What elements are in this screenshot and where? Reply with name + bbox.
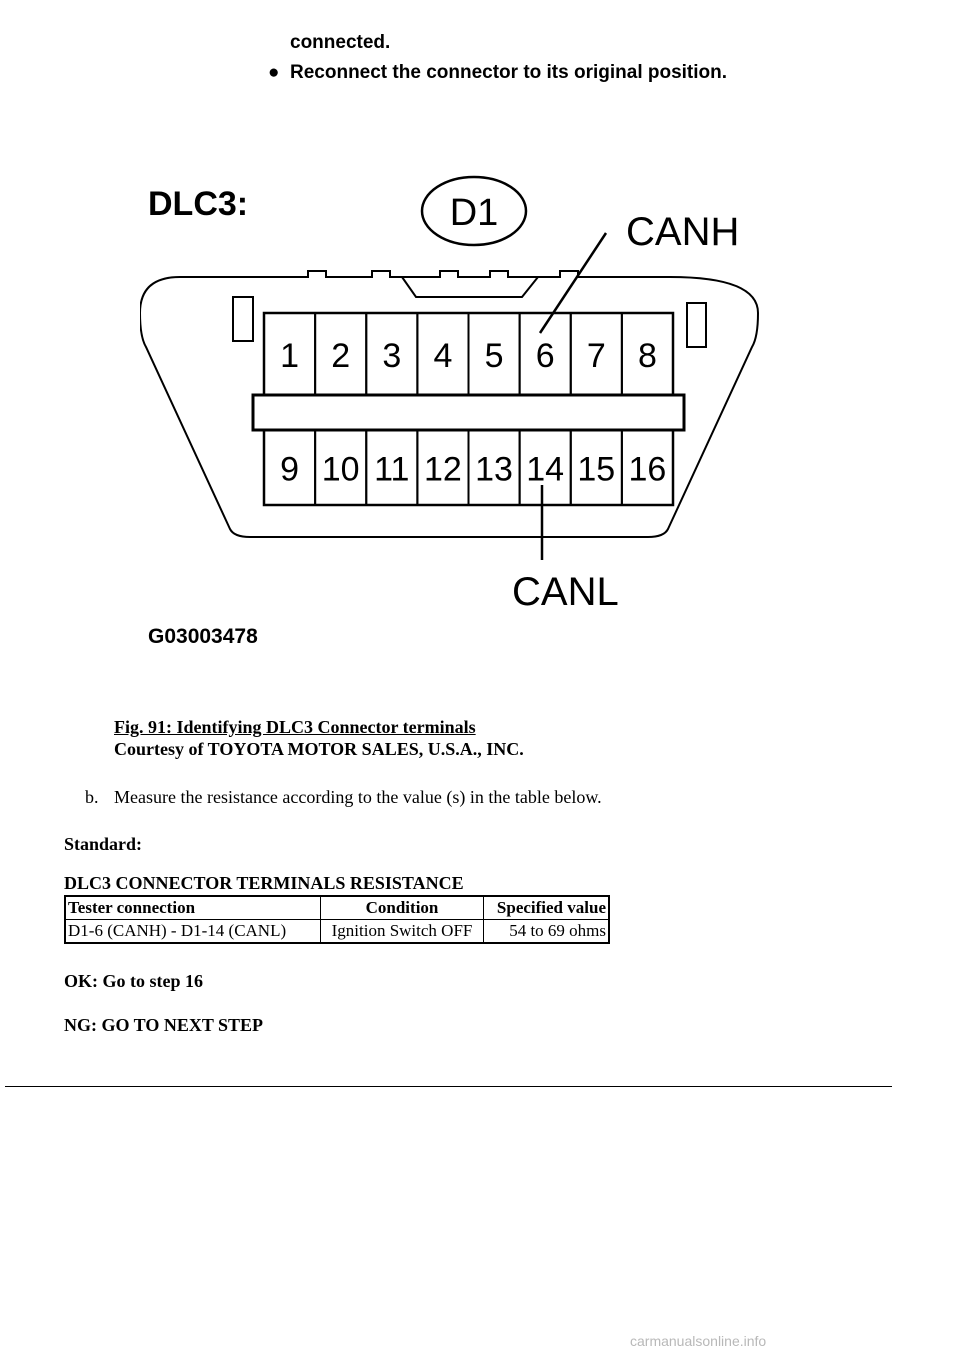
pin-number-label: 14 bbox=[526, 450, 565, 489]
cell-tester-connection: D1-6 (CANH) - D1-14 (CANL) bbox=[65, 920, 321, 944]
dlc3-connector-figure bbox=[140, 165, 760, 665]
intro-bullet-reconnect: Reconnect the connector to its original position. bbox=[290, 62, 728, 83]
figure-caption-link[interactable]: Fig. 91: Identifying DLC3 Connector terminals bbox=[114, 717, 476, 737]
center-separator bbox=[253, 395, 684, 430]
pin-cell-14 bbox=[520, 430, 571, 505]
pin-cell-1 bbox=[264, 313, 315, 395]
figure-code: G03003478 bbox=[148, 625, 258, 648]
step-b-text: Measure the resistance according to the value (s) in the table below. bbox=[114, 787, 602, 807]
pin-number-label: 4 bbox=[433, 337, 453, 375]
table-header-row bbox=[65, 896, 609, 920]
bottom-divider bbox=[5, 1086, 892, 1087]
pin-cell-4 bbox=[417, 313, 468, 395]
canh-label: CANH bbox=[626, 210, 740, 254]
step-marker: b. bbox=[85, 787, 99, 807]
pin-number-label: 6 bbox=[535, 337, 555, 375]
pin-cell-3 bbox=[366, 313, 417, 395]
cell-specified-value: 54 to 69 ohms bbox=[484, 920, 610, 944]
figure-heading: DLC3: bbox=[148, 185, 249, 223]
table-row bbox=[65, 920, 609, 944]
ok-result: OK: Go to step 16 bbox=[64, 971, 203, 991]
pin-cell-16 bbox=[622, 430, 673, 505]
pin-number-label: 11 bbox=[374, 450, 410, 489]
pin-cell-12 bbox=[417, 430, 468, 505]
pin-number-label: 10 bbox=[321, 450, 360, 489]
pin-row-top bbox=[264, 313, 673, 395]
pin-number-label: 16 bbox=[628, 450, 667, 489]
pin-cell-8 bbox=[622, 313, 673, 395]
connector-key-notch bbox=[402, 277, 538, 297]
header-tester-connection: Tester connection bbox=[65, 896, 321, 920]
pin-cell-10 bbox=[315, 430, 366, 505]
header-specified-value: Specified value bbox=[484, 896, 610, 920]
pin-number-label: 3 bbox=[382, 337, 402, 375]
pin-row-bottom bbox=[264, 430, 673, 505]
figure-courtesy: Courtesy of TOYOTA MOTOR SALES, U.S.A., INC. bbox=[114, 739, 524, 759]
pin-cell-2 bbox=[315, 313, 366, 395]
pin-number-label: 13 bbox=[475, 450, 513, 489]
pin-number-label: 9 bbox=[280, 450, 300, 489]
cell-condition: Ignition Switch OFF bbox=[321, 920, 484, 944]
connector-id-label: D1 bbox=[449, 192, 499, 234]
pin-number-label: 12 bbox=[424, 450, 462, 489]
pin-cell-7 bbox=[571, 313, 622, 395]
ng-result: NG: GO TO NEXT STEP bbox=[64, 1015, 264, 1035]
pin-number-label: 15 bbox=[577, 450, 616, 489]
canl-label: CANL bbox=[512, 570, 619, 614]
pin-cell-5 bbox=[469, 313, 520, 395]
pin-cell-11 bbox=[366, 430, 417, 505]
canh-leader-line bbox=[540, 233, 606, 333]
pin-cell-9 bbox=[264, 430, 315, 505]
side-slot-left bbox=[233, 297, 253, 341]
bullet-icon: ● bbox=[268, 62, 280, 83]
pin-cell-13 bbox=[469, 430, 520, 505]
pin-number-label: 8 bbox=[637, 337, 657, 375]
pin-number-label: 1 bbox=[280, 337, 300, 375]
standard-label: Standard: bbox=[64, 834, 143, 854]
table-title: DLC3 CONNECTOR TERMINALS RESISTANCE bbox=[64, 873, 464, 893]
footer-watermark: carmanualsonline.info bbox=[630, 1333, 767, 1349]
pin-number-label: 5 bbox=[484, 337, 504, 375]
side-slot-right bbox=[687, 303, 706, 347]
pin-number-label: 7 bbox=[586, 337, 606, 375]
pin-number-label: 2 bbox=[331, 337, 351, 375]
header-condition: Condition bbox=[321, 896, 484, 920]
intro-text-connected: connected. bbox=[290, 32, 391, 53]
pin-cell-15 bbox=[571, 430, 622, 505]
resistance-table bbox=[64, 895, 610, 944]
